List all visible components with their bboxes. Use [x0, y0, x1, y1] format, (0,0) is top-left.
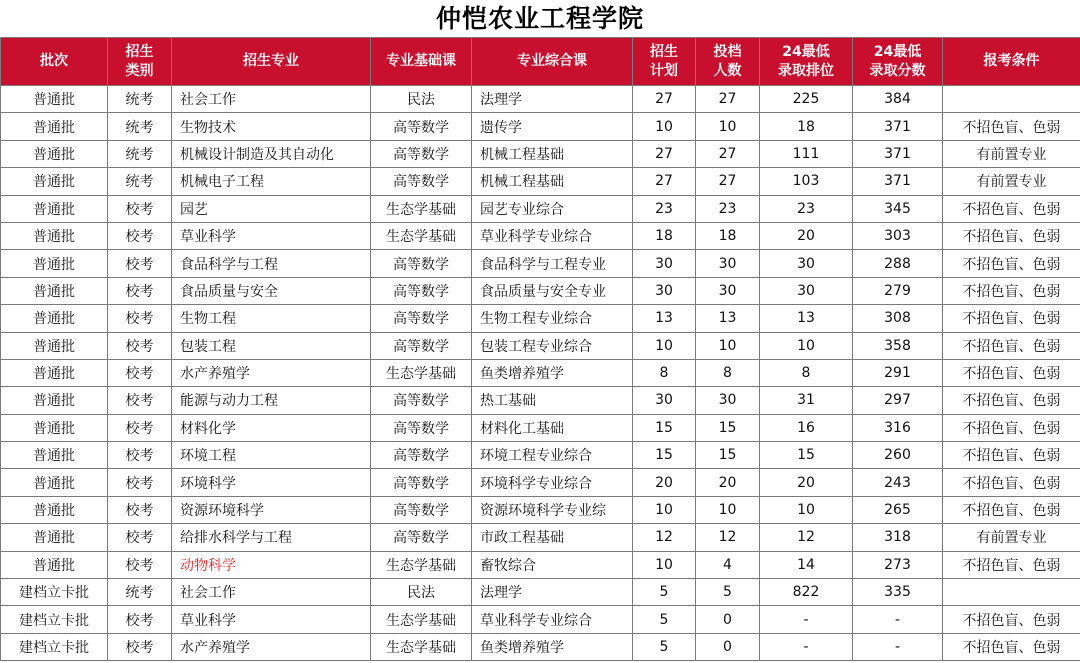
applicants-cell: 27 [696, 140, 760, 167]
plan-cell: 5 [633, 606, 696, 633]
comprehensive-course-cell: 机械工程基础 [472, 140, 633, 167]
batch-cell: 普通批 [1, 387, 108, 414]
major-cell: 园艺 [172, 195, 371, 222]
major-cell: 生物技术 [172, 113, 371, 140]
plan-cell: 10 [633, 551, 696, 578]
min-score-cell: 345 [853, 195, 943, 222]
batch-cell: 普通批 [1, 551, 108, 578]
table-row [1, 469, 1080, 496]
batch-cell: 普通批 [1, 140, 108, 167]
major-cell: 食品质量与安全 [172, 277, 371, 304]
conditions-cell: 不招色盲、色弱 [943, 414, 1080, 441]
table-row [1, 633, 1080, 660]
min-rank-cell: 10 [760, 496, 853, 523]
plan-cell: 8 [633, 359, 696, 386]
min-score-cell: 371 [853, 168, 943, 195]
major-cell: 生物工程 [172, 305, 371, 332]
table-row [1, 86, 1080, 113]
basic-course-cell: 生态学基础 [371, 606, 472, 633]
table-row [1, 222, 1080, 249]
min-rank-cell: 23 [760, 195, 853, 222]
basic-course-cell: 高等数学 [371, 496, 472, 523]
min-rank-cell: 103 [760, 168, 853, 195]
min-rank-cell: 111 [760, 140, 853, 167]
batch-cell: 普通批 [1, 442, 108, 469]
major-cell: 水产养殖学 [172, 633, 371, 660]
plan-cell: 10 [633, 113, 696, 140]
basic-course-cell: 生态学基础 [371, 551, 472, 578]
min-rank-cell: 10 [760, 332, 853, 359]
basic-course-cell: 高等数学 [371, 414, 472, 441]
major-cell: 资源环境科学 [172, 496, 371, 523]
batch-cell: 建档立卡批 [1, 633, 108, 660]
min-score-cell: 303 [853, 222, 943, 249]
min-score-cell: 291 [853, 359, 943, 386]
min-rank-cell: 20 [760, 469, 853, 496]
comprehensive-course-cell: 草业科学专业综合 [472, 606, 633, 633]
comprehensive-course-cell: 生物工程专业综合 [472, 305, 633, 332]
min-score-cell: 265 [853, 496, 943, 523]
plan-cell: 5 [633, 633, 696, 660]
category-cell: 统考 [108, 140, 172, 167]
conditions-cell: 不招色盲、色弱 [943, 222, 1080, 249]
table-row [1, 606, 1080, 633]
min-score-cell: - [853, 633, 943, 660]
category-cell: 校考 [108, 496, 172, 523]
category-cell: 统考 [108, 168, 172, 195]
batch-cell: 普通批 [1, 414, 108, 441]
min-rank-cell: 8 [760, 359, 853, 386]
major-cell: 环境科学 [172, 469, 371, 496]
col-header-batch: 批次 [1, 38, 108, 86]
applicants-cell: 20 [696, 469, 760, 496]
conditions-cell: 不招色盲、色弱 [943, 332, 1080, 359]
batch-cell: 普通批 [1, 332, 108, 359]
applicants-cell: 0 [696, 633, 760, 660]
comprehensive-course-cell: 环境科学专业综合 [472, 469, 633, 496]
col-header-basic-course: 专业基础课 [371, 38, 472, 86]
table-row [1, 113, 1080, 140]
conditions-cell: 不招色盲、色弱 [943, 113, 1080, 140]
batch-cell: 普通批 [1, 250, 108, 277]
comprehensive-course-cell: 包装工程专业综合 [472, 332, 633, 359]
table-row [1, 442, 1080, 469]
batch-cell: 普通批 [1, 168, 108, 195]
comprehensive-course-cell: 材料化工基础 [472, 414, 633, 441]
basic-course-cell: 高等数学 [371, 524, 472, 551]
basic-course-cell: 高等数学 [371, 113, 472, 140]
plan-cell: 27 [633, 168, 696, 195]
batch-cell: 普通批 [1, 305, 108, 332]
table-row [1, 277, 1080, 304]
plan-cell: 13 [633, 305, 696, 332]
basic-course-cell: 生态学基础 [371, 359, 472, 386]
applicants-cell: 10 [696, 332, 760, 359]
comprehensive-course-cell: 市政工程基础 [472, 524, 633, 551]
min-rank-cell: - [760, 606, 853, 633]
batch-cell: 建档立卡批 [1, 579, 108, 606]
category-cell: 校考 [108, 414, 172, 441]
table-row [1, 140, 1080, 167]
major-cell: 社会工作 [172, 579, 371, 606]
plan-cell: 23 [633, 195, 696, 222]
conditions-cell: 不招色盲、色弱 [943, 277, 1080, 304]
category-cell: 校考 [108, 633, 172, 660]
conditions-cell: 不招色盲、色弱 [943, 469, 1080, 496]
conditions-cell: 有前置专业 [943, 140, 1080, 167]
basic-course-cell: 生态学基础 [371, 222, 472, 249]
admission-table [0, 37, 1080, 661]
min-score-cell: 371 [853, 113, 943, 140]
table-row [1, 195, 1080, 222]
table-row [1, 250, 1080, 277]
plan-cell: 30 [633, 250, 696, 277]
plan-cell: 15 [633, 414, 696, 441]
min-score-cell: 384 [853, 86, 943, 113]
min-rank-cell: 16 [760, 414, 853, 441]
min-score-cell: 358 [853, 332, 943, 359]
min-score-cell: 371 [853, 140, 943, 167]
applicants-cell: 27 [696, 86, 760, 113]
applicants-cell: 23 [696, 195, 760, 222]
category-cell: 校考 [108, 359, 172, 386]
basic-course-cell: 高等数学 [371, 469, 472, 496]
min-rank-cell: 822 [760, 579, 853, 606]
batch-cell: 建档立卡批 [1, 606, 108, 633]
major-cell: 食品科学与工程 [172, 250, 371, 277]
applicants-cell: 13 [696, 305, 760, 332]
header-row [1, 38, 1080, 86]
min-rank-cell: 20 [760, 222, 853, 249]
comprehensive-course-cell: 机械工程基础 [472, 168, 633, 195]
plan-cell: 27 [633, 140, 696, 167]
category-cell: 校考 [108, 442, 172, 469]
conditions-cell: 不招色盲、色弱 [943, 359, 1080, 386]
col-header-min-score: 24最低 录取分数 [853, 38, 943, 86]
comprehensive-course-cell: 法理学 [472, 86, 633, 113]
applicants-cell: 30 [696, 387, 760, 414]
conditions-cell: 不招色盲、色弱 [943, 496, 1080, 523]
basic-course-cell: 高等数学 [371, 442, 472, 469]
min-score-cell: 260 [853, 442, 943, 469]
col-header-major: 招生专业 [172, 38, 371, 86]
min-score-cell: 297 [853, 387, 943, 414]
conditions-cell: 不招色盲、色弱 [943, 387, 1080, 414]
plan-cell: 15 [633, 442, 696, 469]
basic-course-cell: 高等数学 [371, 305, 472, 332]
conditions-cell: 不招色盲、色弱 [943, 633, 1080, 660]
category-cell: 统考 [108, 579, 172, 606]
min-score-cell: 316 [853, 414, 943, 441]
batch-cell: 普通批 [1, 277, 108, 304]
conditions-cell [943, 579, 1080, 606]
comprehensive-course-cell: 草业科学专业综合 [472, 222, 633, 249]
col-header-category: 招生 类别 [108, 38, 172, 86]
plan-cell: 10 [633, 332, 696, 359]
major-cell: 水产养殖学 [172, 359, 371, 386]
min-score-cell: 288 [853, 250, 943, 277]
comprehensive-course-cell: 食品科学与工程专业 [472, 250, 633, 277]
plan-cell: 18 [633, 222, 696, 249]
comprehensive-course-cell: 热工基础 [472, 387, 633, 414]
basic-course-cell: 高等数学 [371, 250, 472, 277]
conditions-cell: 不招色盲、色弱 [943, 305, 1080, 332]
category-cell: 校考 [108, 606, 172, 633]
basic-course-cell: 民法 [371, 86, 472, 113]
plan-cell: 20 [633, 469, 696, 496]
major-cell: 机械设计制造及其自动化 [172, 140, 371, 167]
applicants-cell: 15 [696, 414, 760, 441]
conditions-cell: 不招色盲、色弱 [943, 606, 1080, 633]
conditions-cell: 有前置专业 [943, 524, 1080, 551]
basic-course-cell: 生态学基础 [371, 633, 472, 660]
conditions-cell: 不招色盲、色弱 [943, 250, 1080, 277]
plan-cell: 12 [633, 524, 696, 551]
major-cell: 材料化学 [172, 414, 371, 441]
col-header-comprehensive-course: 专业综合课 [472, 38, 633, 86]
plan-cell: 10 [633, 496, 696, 523]
table-row [1, 168, 1080, 195]
category-cell: 校考 [108, 250, 172, 277]
min-rank-cell: 30 [760, 250, 853, 277]
applicants-cell: 18 [696, 222, 760, 249]
comprehensive-course-cell: 遗传学 [472, 113, 633, 140]
table-row [1, 305, 1080, 332]
applicants-cell: 8 [696, 359, 760, 386]
col-header-plan: 招生 计划 [633, 38, 696, 86]
major-cell: 给排水科学与工程 [172, 524, 371, 551]
col-header-applicants: 投档 人数 [696, 38, 760, 86]
table-row [1, 414, 1080, 441]
comprehensive-course-cell: 畜牧综合 [472, 551, 633, 578]
batch-cell: 普通批 [1, 195, 108, 222]
category-cell: 校考 [108, 387, 172, 414]
applicants-cell: 30 [696, 277, 760, 304]
batch-cell: 普通批 [1, 496, 108, 523]
min-score-cell: 243 [853, 469, 943, 496]
table-row [1, 496, 1080, 523]
basic-course-cell: 高等数学 [371, 140, 472, 167]
comprehensive-course-cell: 鱼类增养殖学 [472, 359, 633, 386]
comprehensive-course-cell: 环境工程专业综合 [472, 442, 633, 469]
min-rank-cell: 14 [760, 551, 853, 578]
min-rank-cell: 15 [760, 442, 853, 469]
applicants-cell: 10 [696, 496, 760, 523]
min-score-cell: 273 [853, 551, 943, 578]
major-cell: 包装工程 [172, 332, 371, 359]
category-cell: 校考 [108, 524, 172, 551]
conditions-cell [943, 86, 1080, 113]
category-cell: 统考 [108, 86, 172, 113]
plan-cell: 30 [633, 387, 696, 414]
conditions-cell: 不招色盲、色弱 [943, 195, 1080, 222]
batch-cell: 普通批 [1, 113, 108, 140]
page-title: 仲恺农业工程学院 [435, 4, 644, 33]
min-rank-cell: 31 [760, 387, 853, 414]
applicants-cell: 27 [696, 168, 760, 195]
plan-cell: 30 [633, 277, 696, 304]
min-score-cell: 318 [853, 524, 943, 551]
basic-course-cell: 高等数学 [371, 277, 472, 304]
comprehensive-course-cell: 鱼类增养殖学 [472, 633, 633, 660]
min-rank-cell: 12 [760, 524, 853, 551]
batch-cell: 普通批 [1, 86, 108, 113]
basic-course-cell: 高等数学 [371, 168, 472, 195]
applicants-cell: 0 [696, 606, 760, 633]
major-cell: 草业科学 [172, 606, 371, 633]
basic-course-cell: 民法 [371, 579, 472, 606]
min-rank-cell: 13 [760, 305, 853, 332]
category-cell: 校考 [108, 195, 172, 222]
comprehensive-course-cell: 园艺专业综合 [472, 195, 633, 222]
category-cell: 校考 [108, 551, 172, 578]
col-header-min-rank: 24最低 录取排位 [760, 38, 853, 86]
comprehensive-course-cell: 食品质量与安全专业 [472, 277, 633, 304]
table-row [1, 551, 1080, 578]
conditions-cell: 有前置专业 [943, 168, 1080, 195]
category-cell: 校考 [108, 305, 172, 332]
batch-cell: 普通批 [1, 524, 108, 551]
table-row [1, 387, 1080, 414]
comprehensive-course-cell: 资源环境科学专业综 [472, 496, 633, 523]
major-cell: 机械电子工程 [172, 168, 371, 195]
conditions-cell: 不招色盲、色弱 [943, 442, 1080, 469]
applicants-cell: 15 [696, 442, 760, 469]
col-header-conditions: 报考条件 [943, 38, 1080, 86]
table-body [1, 86, 1080, 661]
category-cell: 统考 [108, 113, 172, 140]
plan-cell: 27 [633, 86, 696, 113]
min-rank-cell: 18 [760, 113, 853, 140]
table-row [1, 579, 1080, 606]
batch-cell: 普通批 [1, 469, 108, 496]
applicants-cell: 12 [696, 524, 760, 551]
major-cell: 草业科学 [172, 222, 371, 249]
category-cell: 校考 [108, 277, 172, 304]
table-row [1, 332, 1080, 359]
batch-cell: 普通批 [1, 222, 108, 249]
major-cell: 能源与动力工程 [172, 387, 371, 414]
min-rank-cell: - [760, 633, 853, 660]
category-cell: 校考 [108, 332, 172, 359]
applicants-cell: 4 [696, 551, 760, 578]
table-row [1, 359, 1080, 386]
basic-course-cell: 高等数学 [371, 332, 472, 359]
basic-course-cell: 高等数学 [371, 387, 472, 414]
table-row [1, 524, 1080, 551]
major-cell: 环境工程 [172, 442, 371, 469]
comprehensive-course-cell: 法理学 [472, 579, 633, 606]
basic-course-cell: 生态学基础 [371, 195, 472, 222]
category-cell: 校考 [108, 222, 172, 249]
min-score-cell: 279 [853, 277, 943, 304]
applicants-cell: 30 [696, 250, 760, 277]
min-rank-cell: 225 [760, 86, 853, 113]
min-rank-cell: 30 [760, 277, 853, 304]
min-score-cell: 335 [853, 579, 943, 606]
min-score-cell: - [853, 606, 943, 633]
applicants-cell: 10 [696, 113, 760, 140]
applicants-cell: 5 [696, 579, 760, 606]
major-cell: 动物科学 [172, 551, 371, 578]
category-cell: 校考 [108, 469, 172, 496]
conditions-cell: 不招色盲、色弱 [943, 551, 1080, 578]
min-score-cell: 308 [853, 305, 943, 332]
plan-cell: 5 [633, 579, 696, 606]
batch-cell: 普通批 [1, 359, 108, 386]
major-cell: 社会工作 [172, 86, 371, 113]
